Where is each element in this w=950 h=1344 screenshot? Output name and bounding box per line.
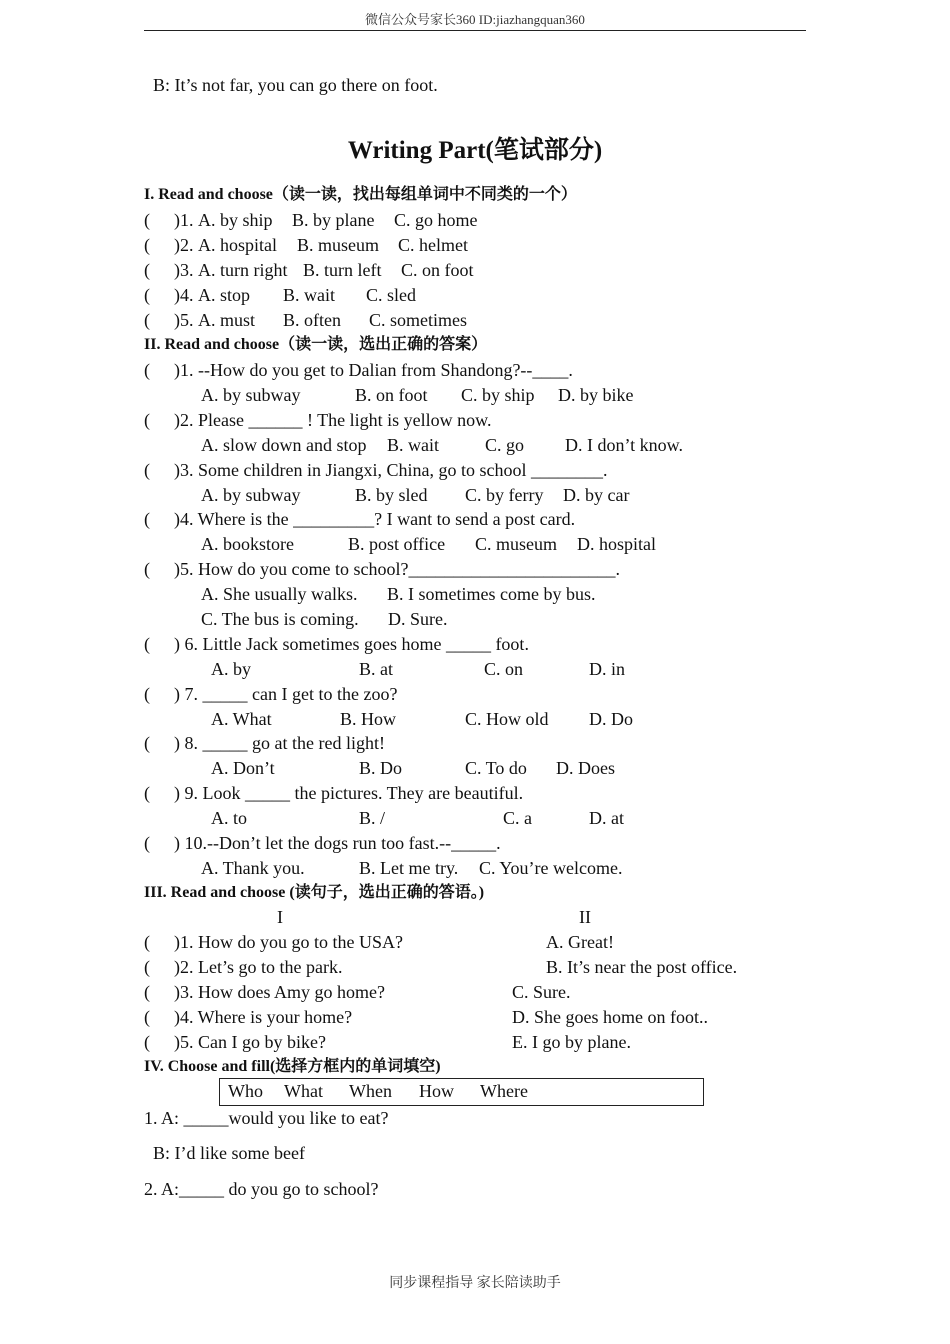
option-a: A. by subway: [201, 485, 301, 505]
answer-blank: (: [144, 310, 150, 330]
option-b: B. Let me try.: [359, 858, 459, 878]
answer-blank: (: [144, 1032, 150, 1052]
option-c: C. go: [485, 435, 525, 455]
match-question: )2. Let’s go to the park.: [174, 957, 343, 977]
answer-blank: (: [144, 559, 150, 579]
option-c: C. sometimes: [369, 310, 467, 330]
word-bank-word: Who: [228, 1081, 263, 1101]
option-c: C. on foot: [401, 260, 474, 280]
answer-blank: (: [144, 410, 150, 430]
option-a: A. Thank you.: [201, 858, 305, 878]
item-number: )1.: [174, 210, 194, 230]
intro-line: B: It’s not far, you can go there on foot.: [153, 75, 438, 95]
answer-blank: (: [144, 509, 150, 529]
answer-blank: (: [144, 833, 150, 853]
fill-line: 2. A:_____ do you go to school?: [144, 1179, 379, 1199]
option-a: A. by: [211, 659, 251, 679]
section1-heading: I. Read and choose（读一读，找出每组单词中不同类的一个）: [144, 186, 577, 203]
option-d: D. Sure.: [388, 609, 448, 629]
option-a: A. hospital: [198, 235, 277, 255]
option-b: B. post office: [348, 534, 446, 554]
item-number: )5.: [174, 310, 194, 330]
question-text: ) 8. _____ go at the red light!: [174, 733, 385, 753]
match-answer: B. It’s near the post office.: [546, 957, 738, 977]
match-answer: E. I go by plane.: [512, 1032, 631, 1052]
section3-heading: III. Read and choose (读句子，选出正确的答语。): [144, 884, 485, 901]
question-text: )4. Where is the _________? I want to send a post card.: [174, 509, 576, 529]
word-bank-word: What: [284, 1081, 323, 1101]
option-d: D. hospital: [577, 534, 656, 554]
option-d: D. I don’t know.: [565, 435, 683, 455]
question-text: ) 9. Look _____ the pictures. They are beautiful.: [174, 783, 524, 803]
answer-blank: (: [144, 684, 150, 704]
option-b: B. museum: [297, 235, 380, 255]
option-d: D. Do: [589, 709, 633, 729]
match-question: )4. Where is your home?: [174, 1007, 353, 1027]
answer-blank: (: [144, 1007, 150, 1027]
page-title: Writing Part(笔试部分): [347, 137, 603, 164]
option-c: C. museum: [475, 534, 558, 554]
item-number: )2.: [174, 235, 194, 255]
answer-blank: (: [144, 235, 150, 255]
option-b: B. on foot: [355, 385, 428, 405]
match-answer: C. Sure.: [512, 982, 571, 1002]
question-text: ) 7. _____ can I get to the zoo?: [174, 684, 398, 704]
option-b: B. wait: [387, 435, 439, 455]
option-d: D. Does: [556, 758, 615, 778]
fill-line: B: I’d like some beef: [153, 1143, 305, 1163]
word-bank-word: How: [419, 1081, 454, 1101]
option-c: C. a: [503, 808, 532, 828]
page-footer: 同步课程指导 家长陪读助手: [389, 1276, 561, 1291]
option-c: C. You’re welcome.: [479, 858, 623, 878]
option-b: B. /: [359, 808, 386, 828]
option-b: B. by plane: [292, 210, 375, 230]
option-d: D. at: [589, 808, 624, 828]
answer-blank: (: [144, 982, 150, 1002]
word-bank-box: [219, 1078, 704, 1106]
question-text: )1. --How do you get to Dalian from Shandong?--____.: [174, 360, 573, 380]
option-b: B. wait: [283, 285, 335, 305]
fill-line: 1. A: _____would you like to eat?: [144, 1108, 389, 1128]
answer-blank: (: [144, 957, 150, 977]
option-b: B. turn left: [303, 260, 382, 280]
word-bank-word: Where: [480, 1081, 528, 1101]
item-number: )3.: [174, 260, 194, 280]
answer-blank: (: [144, 634, 150, 654]
option-b: B. I sometimes come by bus.: [387, 584, 596, 604]
option-c: C. How old: [465, 709, 549, 729]
match-answer: D. She goes home on foot..: [512, 1007, 708, 1027]
question-text: )3. Some children in Jiangxi, China, go to school ________.: [174, 460, 608, 480]
item-number: )4.: [174, 285, 194, 305]
option-c: C. helmet: [398, 235, 468, 255]
section2-heading: II. Read and choose（读一读，选出正确的答案）: [144, 336, 488, 353]
option-b: B. at: [359, 659, 393, 679]
answer-blank: (: [144, 783, 150, 803]
match-question: )3. How does Amy go home?: [174, 982, 385, 1002]
answer-blank: (: [144, 733, 150, 753]
match-answer: A. Great!: [546, 932, 614, 952]
option-a: A. stop: [198, 285, 251, 305]
option-b: B. by sled: [355, 485, 428, 505]
section4-heading: IV. Choose and fill(选择方框内的单词填空): [144, 1058, 441, 1075]
question-text: ) 6. Little Jack sometimes goes home _____ foot.: [174, 634, 529, 654]
question-text: )5. How do you come to school?_______________________.: [174, 559, 620, 579]
option-c: C. by ship: [461, 385, 535, 405]
option-b: B. Do: [359, 758, 403, 778]
answer-blank: (: [144, 285, 150, 305]
option-d: D. by car: [563, 485, 630, 505]
option-a: A. to: [211, 808, 247, 828]
option-c: C. sled: [366, 285, 417, 305]
option-b: B. often: [283, 310, 341, 330]
option-a: A. Don’t: [211, 758, 275, 778]
answer-blank: (: [144, 260, 150, 280]
option-c: C. on: [484, 659, 524, 679]
option-c: C. go home: [394, 210, 478, 230]
option-a: A. turn right: [198, 260, 288, 280]
column-label-i: I: [277, 907, 283, 927]
word-bank-word: When: [349, 1081, 392, 1101]
option-d: D. by bike: [558, 385, 634, 405]
answer-blank: (: [144, 210, 150, 230]
question-text: ) 10.--Don’t let the dogs run too fast.--_____.: [174, 833, 501, 853]
match-question: )1. How do you go to the USA?: [174, 932, 403, 952]
option-a: A. must: [198, 310, 256, 330]
option-c: C. by ferry: [465, 485, 544, 505]
column-label-ii: II: [579, 907, 591, 927]
option-a: A. by subway: [201, 385, 301, 405]
option-d: D. in: [589, 659, 625, 679]
question-text: )2. Please ______ ! The light is yellow now.: [174, 410, 492, 430]
option-a: A. She usually walks.: [201, 584, 358, 604]
option-c: C. The bus is coming.: [201, 609, 359, 629]
page-header: 微信公众号家长360 ID:jiazhangquan360: [144, 10, 806, 31]
option-a: A. bookstore: [201, 534, 294, 554]
answer-blank: (: [144, 932, 150, 952]
option-a: A. What: [211, 709, 272, 729]
option-a: A. slow down and stop: [201, 435, 367, 455]
match-question: )5. Can I go by bike?: [174, 1032, 326, 1052]
option-a: A. by ship: [198, 210, 273, 230]
option-c: C. To do: [465, 758, 527, 778]
option-b: B. How: [340, 709, 397, 729]
answer-blank: (: [144, 360, 150, 380]
answer-blank: (: [144, 460, 150, 480]
